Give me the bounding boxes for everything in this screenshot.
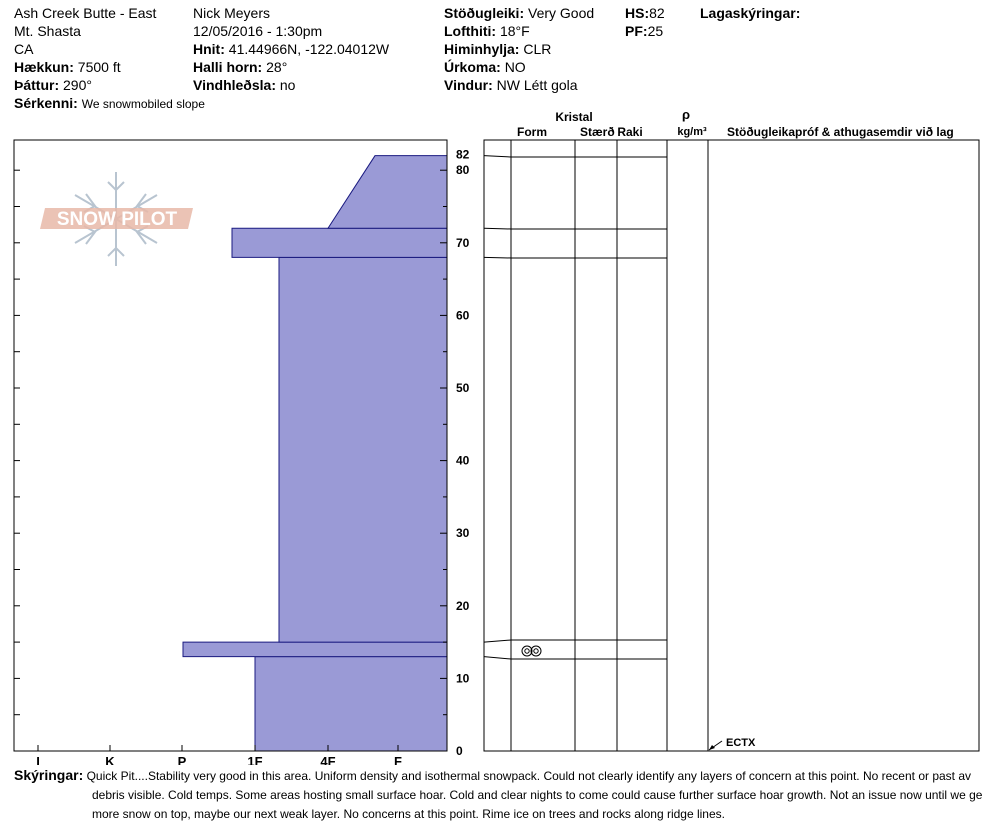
coords: Hnit: 41.44966N, -122.04012W (193, 41, 390, 57)
comments (14, 766, 994, 824)
layer-connector (484, 257, 511, 258)
y-tick-label: 0 (456, 744, 463, 758)
layer-connector (484, 228, 511, 229)
layer-notes-label: Lagaskýringar: (700, 5, 801, 21)
comments-label: Skýringar: (14, 767, 84, 783)
comments-line-2: debris visible. Cold temps. Some areas hosting small surface hoar. Cold and clear nights to come could cause further surface hoar growth. Not an issue now until we ge (92, 788, 983, 802)
air-temp: Lofthiti: 18°F (444, 23, 530, 39)
state: CA (14, 41, 34, 57)
test-result-label: ECTX (726, 737, 756, 749)
region: Mt. Shasta (14, 23, 81, 39)
y-tick-label: 30 (456, 526, 470, 541)
hardness-layer-2 (279, 257, 447, 642)
crystal-header: Kristal (555, 110, 593, 124)
x-tick-label: K (105, 754, 115, 765)
layer-connector (484, 640, 511, 642)
x-tick-label: 4F (320, 754, 336, 765)
grain-ring-inner (534, 649, 538, 653)
rho-header: ρ (681, 107, 691, 122)
x-tick-label: P (177, 754, 187, 765)
y-tick-label: 70 (456, 235, 470, 250)
comments-line-3: more snow on top, maybe our next weak layer. No concerns at this point. Rime ice on trees and rocks along ridge lines. (92, 807, 725, 821)
hardness-layer-3 (232, 228, 447, 257)
y-tick-label: 80 (456, 163, 470, 178)
melt-freeze-grain-icon (522, 646, 541, 656)
form-header: Form (517, 125, 547, 139)
y-tick-label: 82 (456, 147, 470, 162)
slope-angle: Halli horn: 28° (193, 59, 288, 75)
y-tick-label: 10 (456, 671, 470, 686)
hardness-layer-0 (255, 657, 447, 751)
y-tick-label: 40 (456, 453, 470, 468)
wind: Vindur: NW Létt gola (444, 77, 578, 93)
datetime: 12/05/2016 - 1:30pm (193, 23, 323, 39)
stability: Stöðugleiki: Very Good (444, 5, 595, 21)
sky-cover: Himinhylja: CLR (444, 41, 552, 57)
aspect: Þáttur: 290° (14, 77, 92, 93)
hardness-profile (183, 156, 447, 751)
grain-ring-inner (525, 649, 529, 653)
left-ticks (14, 170, 20, 751)
comments-line-1: Quick Pit....Stability very good in this area. Uniform density and isothermal snowpack. Could not clearly identify any layers of concern at this point. No recent or past av (86, 769, 972, 783)
precipitation: Úrkoma: NO (444, 59, 526, 75)
foot-penetration: PF:25 (625, 23, 664, 39)
size-header: Stærð (580, 125, 615, 139)
svg-text:SNOW PILOT: SNOW PILOT (56, 209, 178, 230)
layer-connector (484, 156, 511, 157)
x-tick-label: 1F (247, 754, 263, 765)
stability-test-marker (709, 737, 756, 750)
observer: Nick Meyers (193, 5, 271, 21)
x-tick-label: F (394, 754, 402, 765)
moisture-header: Raki (617, 125, 643, 139)
y-tick-label: 60 (456, 308, 470, 323)
location-name: Ash Creek Butte - East (14, 5, 157, 21)
features: Sérkenni: We snowmobiled slope (14, 95, 205, 111)
hardness-layer-1 (183, 642, 447, 657)
hardness-layer-4 (328, 156, 447, 229)
stability-tests-header: Stöðugleikapróf & athugasemdir við lag (727, 125, 954, 139)
y-tick-label: 20 (456, 598, 470, 613)
snow-height: HS:82 (625, 5, 665, 21)
layer-connector (484, 657, 511, 659)
y-tick-label: 50 (456, 381, 470, 395)
wind-loading: Vindhleðsla: no (193, 77, 296, 93)
test-arrow (709, 745, 715, 750)
elevation: Hækkun: 7500 ft (14, 59, 121, 75)
snowpilot-logo (40, 172, 193, 266)
density-unit-header: kg/m³ (677, 126, 707, 138)
x-tick-label: I (36, 754, 40, 765)
